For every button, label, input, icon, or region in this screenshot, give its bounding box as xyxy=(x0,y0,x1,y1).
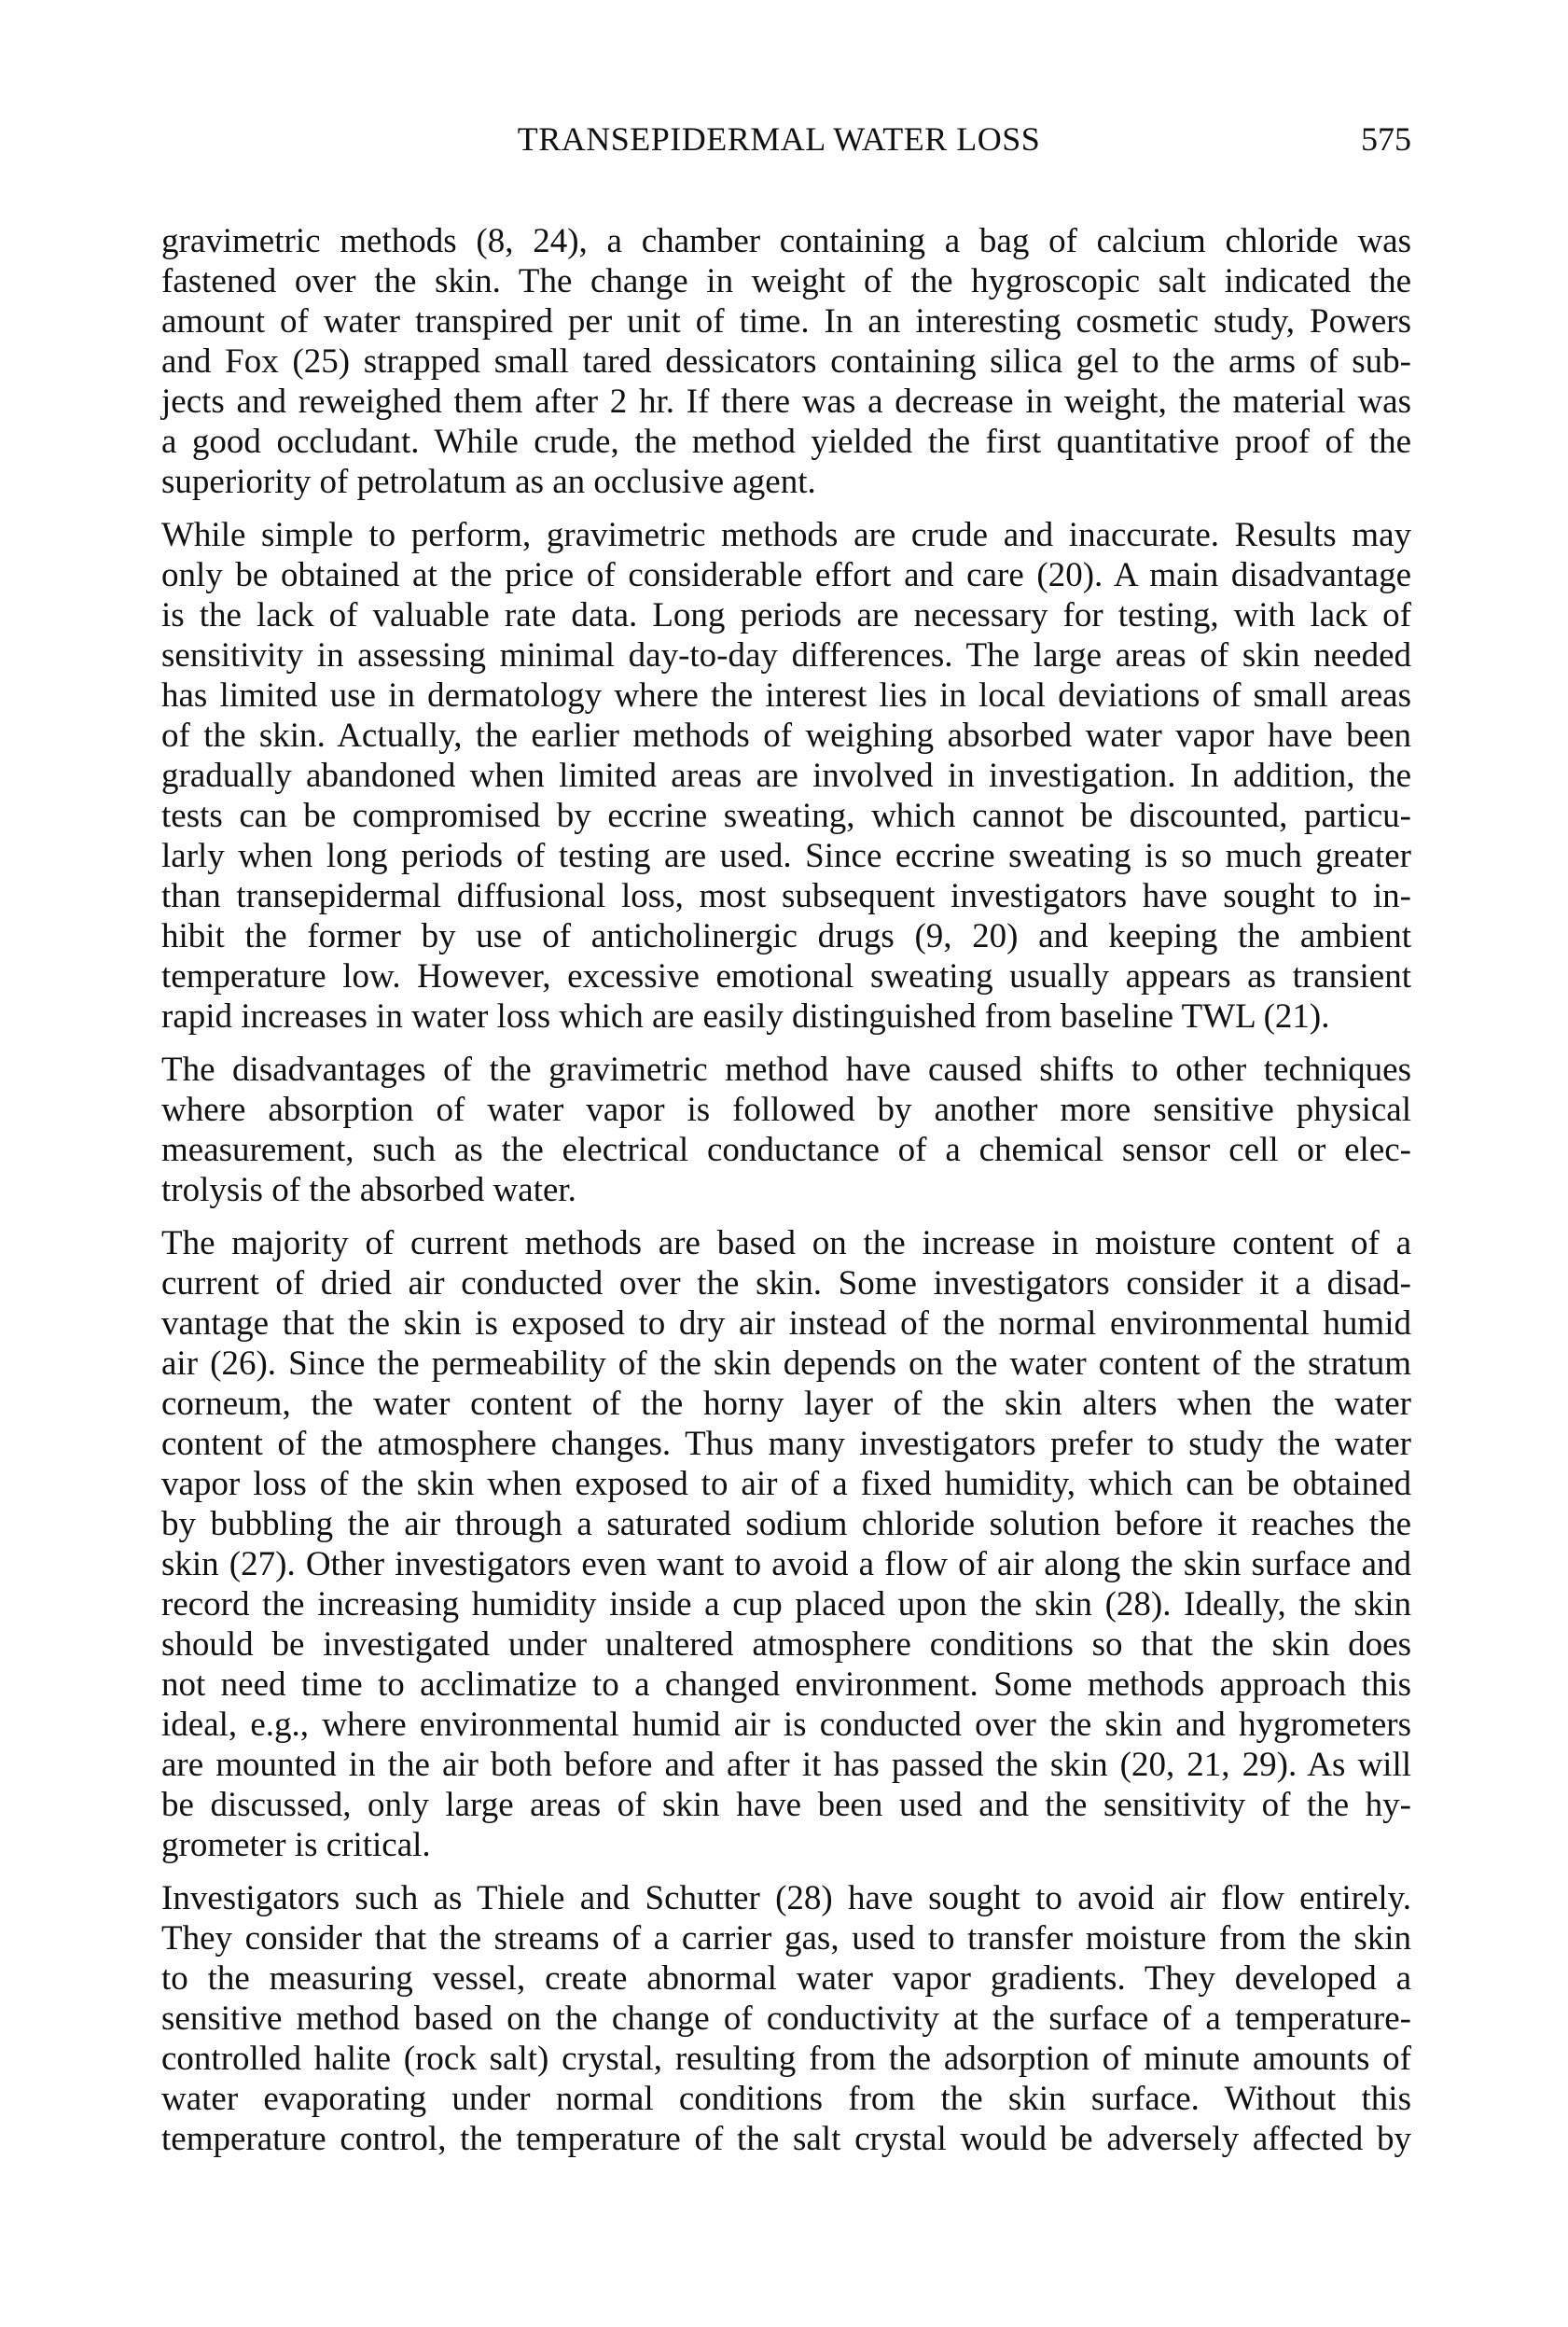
page-number: 575 xyxy=(1361,120,1411,158)
running-head xyxy=(161,119,1411,160)
text-line: sensitivity in assessing minimal day-to-day differences. The large areas of skin needed xyxy=(161,636,1411,675)
text-line: rapid increases in water loss which are easily distinguished from baseline TWL (21). xyxy=(161,997,1330,1036)
text-line: vapor loss of the skin when exposed to air of a fixed humidity, which can be obtained xyxy=(161,1465,1411,1503)
text-line: content of the atmosphere changes. Thus many investigators prefer to study the water xyxy=(161,1425,1411,1463)
text-line: jects and reweighed them after 2 hr. If there was a decrease in weight, the material was xyxy=(161,383,1411,421)
body-text xyxy=(161,221,1411,2172)
text-line: superiority of petrolatum as an occlusive agent. xyxy=(161,463,816,501)
text-line: has limited use in dermatology where the interest lies in local deviations of small areas xyxy=(161,676,1411,715)
text-line: are mounted in the air both before and after it has passed the skin (20, 21, 29). As will xyxy=(161,1746,1411,1784)
text-line: current of dried air conducted over the skin. Some investigators consider it a disad- xyxy=(161,1264,1411,1303)
text-line: gradually abandoned when limited areas are involved in investigation. In addition, the xyxy=(161,757,1411,795)
paragraph-thiele-schutter xyxy=(161,1878,1411,2159)
text-line: gravimetric methods (8, 24), a chamber containing a bag of calcium chloride was xyxy=(161,222,1411,260)
text-line: fastened over the skin. The change in weight of the hygroscopic salt indicated the xyxy=(161,262,1411,300)
text-line: larly when long periods of testing are used. Since eccrine sweating is so much greater xyxy=(161,837,1411,875)
paragraph-gravimetric-disadvantages xyxy=(161,515,1411,1037)
text-line: a good occludant. While crude, the method yielded the first quantitative proof of the xyxy=(161,423,1411,461)
text-line: The disadvantages of the gravimetric method have caused shifts to other techniques xyxy=(161,1051,1411,1089)
text-line: sensitive method based on the change of conductivity at the surface of a temperature- xyxy=(161,2000,1411,2038)
text-line: where absorption of water vapor is followed by another more sensitive physical xyxy=(161,1091,1411,1129)
text-line: corneum, the water content of the horny layer of the skin alters when the water xyxy=(161,1385,1411,1423)
text-line: The majority of current methods are based on the increase in moisture content of a xyxy=(161,1224,1411,1262)
text-line: is the lack of valuable rate data. Long periods are necessary for testing, with lack of xyxy=(161,596,1411,634)
text-line: tests can be compromised by eccrine sweating, which cannot be discounted, particu- xyxy=(161,797,1411,835)
text-line: trolysis of the absorbed water. xyxy=(161,1171,576,1209)
text-line: measurement, such as the electrical conductance of a chemical sensor cell or elec- xyxy=(161,1131,1411,1169)
text-line: only be obtained at the price of considerable effort and care (20). A main disadvantage xyxy=(161,556,1411,594)
text-line: ideal, e.g., where environmental humid air is conducted over the skin and hygrometers xyxy=(161,1706,1411,1744)
text-line: skin (27). Other investigators even want to avoid a flow of air along the skin surface and xyxy=(161,1545,1411,1583)
text-line: amount of water transpired per unit of time. In an interesting cosmetic study, Powers xyxy=(161,302,1411,341)
text-line: temperature control, the temperature of the salt crystal would be adversely affected by xyxy=(161,2120,1411,2158)
text-line: temperature low. However, excessive emotional sweating usually appears as transient xyxy=(161,957,1411,996)
text-line: They consider that the streams of a carrier gas, used to transfer moisture from the skin xyxy=(161,1919,1411,1958)
text-line: of the skin. Actually, the earlier methods of weighing absorbed water vapor have been xyxy=(161,717,1411,755)
text-line: Investigators such as Thiele and Schutter (28) have sought to avoid air flow entirely. xyxy=(161,1879,1411,1917)
text-line: and Fox (25) strapped small tared dessicators containing silica gel to the arms of sub- xyxy=(161,342,1411,381)
text-line: should be investigated under unaltered atmosphere conditions so that the skin does xyxy=(161,1625,1411,1664)
text-line: by bubbling the air through a saturated sodium chloride solution before it reaches the xyxy=(161,1505,1411,1543)
text-line: to the measuring vessel, create abnormal water vapor gradients. They developed a xyxy=(161,1959,1411,1998)
running-title: TRANSEPIDERMAL WATER LOSS xyxy=(517,120,1041,158)
text-line: record the increasing humidity inside a cup placed upon the skin (28). Ideally, the skin xyxy=(161,1585,1411,1623)
text-line: water evaporating under normal conditions from the skin surface. Without this xyxy=(161,2080,1411,2118)
text-line: While simple to perform, gravimetric methods are crude and inaccurate. Results may xyxy=(161,516,1411,554)
paragraph-gravimetric-methods xyxy=(161,221,1411,502)
paragraph-technique-shifts xyxy=(161,1050,1411,1210)
text-line: vantage that the skin is exposed to dry air instead of the normal environmental humid xyxy=(161,1304,1411,1343)
text-line: controlled halite (rock salt) crystal, resulting from the adsorption of minute amounts of xyxy=(161,2040,1411,2078)
text-line: grometer is critical. xyxy=(161,1826,431,1864)
text-line: hibit the former by use of anticholinergic drugs (9, 20) and keeping the ambient xyxy=(161,917,1411,955)
paragraph-current-methods xyxy=(161,1223,1411,1865)
text-line: than transepidermal diffusional loss, most subsequent investigators have sought to in- xyxy=(161,877,1411,915)
text-line: not need time to acclimatize to a changed environment. Some methods approach this xyxy=(161,1665,1411,1704)
text-line: be discussed, only large areas of skin have been used and the sensitivity of the hy- xyxy=(161,1786,1411,1824)
text-line: air (26). Since the permeability of the skin depends on the water content of the stratum xyxy=(161,1345,1411,1383)
